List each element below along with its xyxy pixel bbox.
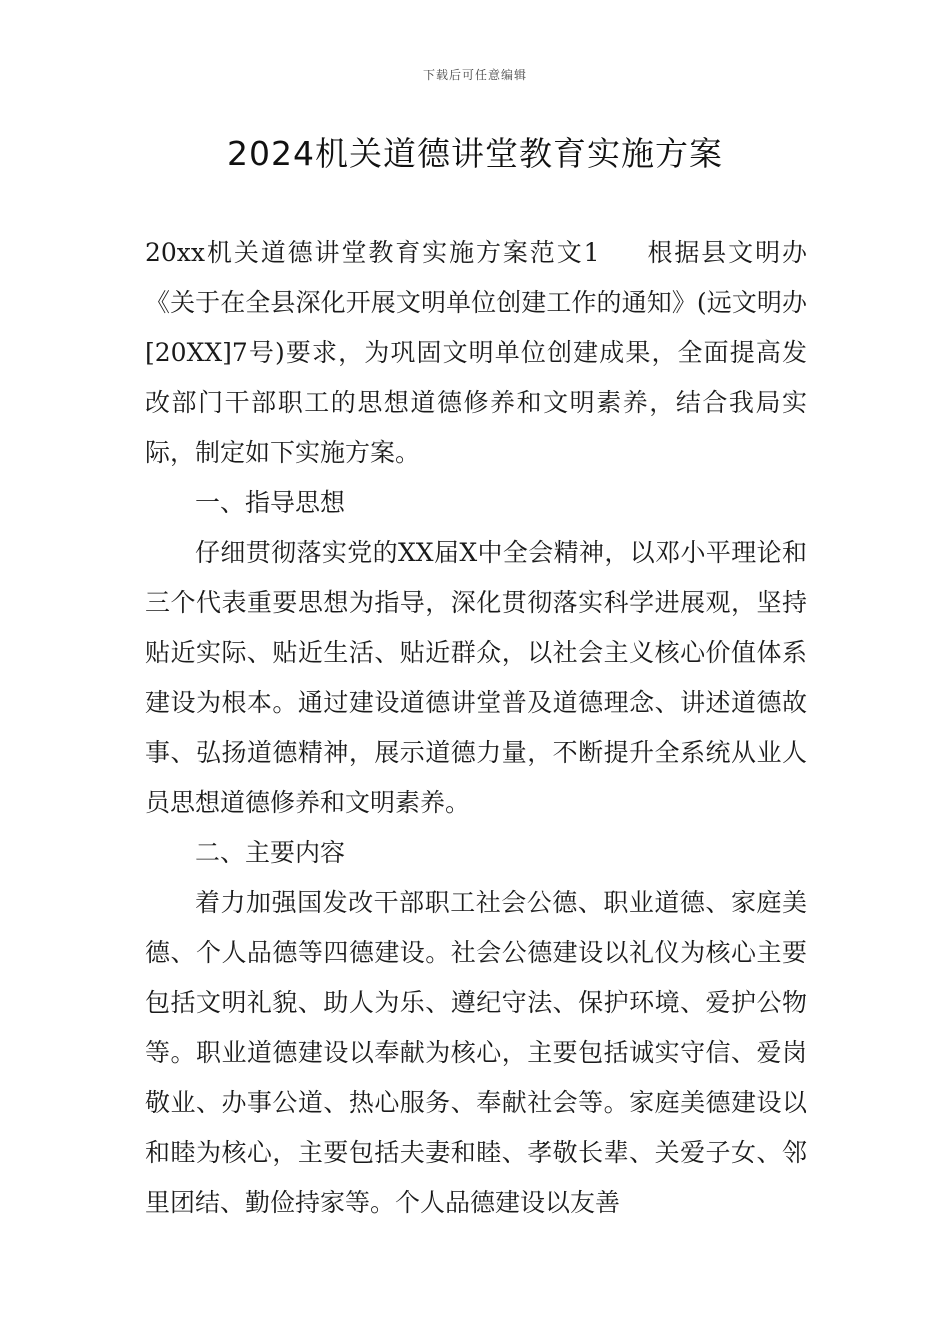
intro-lead: 20xx机关道德讲堂教育实施方案范文1 <box>145 238 600 267</box>
section-heading-guiding: 一、指导思想 <box>195 488 346 517</box>
section-heading-content: 二、主要内容 <box>195 838 346 867</box>
section-paragraph-guiding: 仔细贯彻落实党的XX届X中全会精神，以邓小平理论和三个代表重要思想为指导，深化贯彻落实科学进展观，坚持贴近实际、贴近生活、贴近群众，以社会主义核心价值体系建设为根本。通过建设道德讲堂普及道德理念、讲述道德故事、弘扬道德精神，展示道德力量，不断提升全系统从业人员思想道德修养和文明素养。 <box>145 538 807 817</box>
section-paragraph-content: 着力加强国发改干部职工社会公德、职业道德、家庭美德、个人品德等四德建设。社会公德建设以礼仪为核心主要包括文明礼貌、助人为乐、遵纪守法、保护环境、爱护公物等。职业道德建设以奉献为核心，主要包括诚实守信、爱岗敬业、办事公道、热心服务、奉献社会等。家庭美德建设以和睦为核心，主要包括夫妻和睦、孝敬长辈、关爱子女、邻里团结、勤俭持家等。个人品德建设以友善 <box>145 888 807 1217</box>
document-title: 2024机关道德讲堂教育实施方案 <box>227 134 723 173</box>
document-body <box>145 228 807 1228</box>
intro-text: 根据县文明办《关于在全县深化开展文明单位创建工作的通知》(远文明办[20XX]7号)要求，为巩固文明单位创建成果，全面提高发改部门干部职工的思想道德修养和文明素养，结合我局实际，制定如下实施方案。 <box>145 238 807 467</box>
header-note: 下载后可任意编辑 <box>422 68 527 82</box>
intro-paragraph <box>145 228 807 478</box>
